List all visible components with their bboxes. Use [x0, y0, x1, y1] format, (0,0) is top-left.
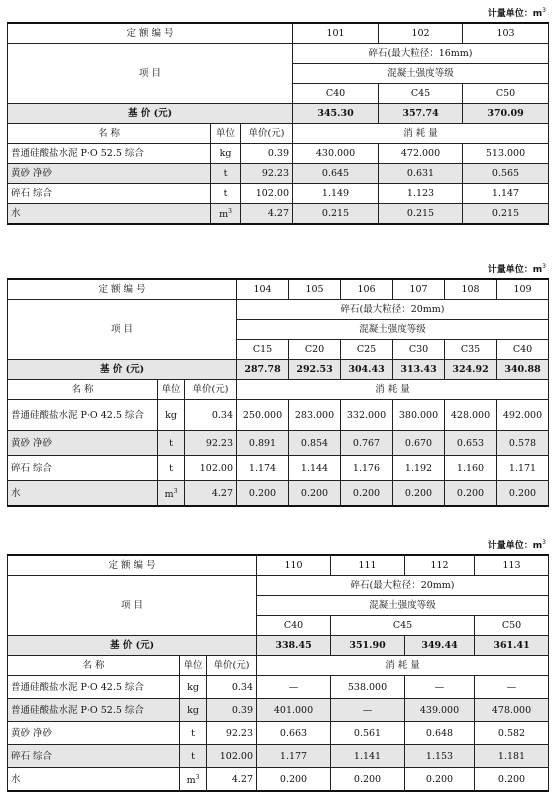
base-price: 324.92 [445, 360, 497, 380]
grade-label: 混凝土强度等级 [237, 320, 549, 340]
quota-table-2 [7, 278, 549, 507]
consume-cell: 439.000 [405, 699, 475, 722]
col-name-header: 名 称 [8, 380, 158, 400]
consume-cell: 1.181 [475, 745, 549, 768]
consume-cell: 1.174 [237, 456, 289, 481]
consume-cell: 0.561 [331, 722, 405, 745]
code-cell: 112 [405, 555, 475, 576]
base-price: 345.30 [293, 104, 379, 124]
material-name: 黄砂 净砂 [8, 431, 158, 456]
consume-cell: 0.215 [463, 204, 549, 225]
consume-cell: — [475, 676, 549, 699]
material-name: 普通硅酸盐水泥 P·O 42.5 综合 [8, 676, 180, 699]
material-price: 102.00 [207, 745, 257, 768]
base-price-label: 基 价 (元) [8, 636, 257, 656]
grade-cell: C40 [497, 340, 549, 360]
material-unit: t [180, 745, 207, 768]
base-price-label: 基 价 (元) [8, 104, 293, 124]
col-consume-header: 消 耗 量 [293, 124, 549, 144]
material-unit: $m^3$ [158, 481, 185, 507]
code-cell: 105 [289, 279, 341, 300]
col-price-header: 单价(元) [185, 380, 237, 400]
consume-cell: 1.123 [379, 184, 463, 204]
grade-cell: C35 [445, 340, 497, 360]
consume-cell: 1.144 [289, 456, 341, 481]
material-unit: kg [158, 400, 185, 431]
material-price: 92.23 [241, 164, 293, 184]
consume-cell: 0.200 [331, 768, 405, 792]
material-price: 0.39 [207, 699, 257, 722]
stone-spec: 碎石(最大粒径：20mm) [257, 576, 549, 596]
base-price: 313.43 [393, 360, 445, 380]
material-unit: t [158, 431, 185, 456]
stone-spec: 碎石(最大粒径：16mm) [293, 44, 549, 64]
material-price: 92.23 [207, 722, 257, 745]
code-cell: 106 [341, 279, 393, 300]
consume-cell: 0.215 [293, 204, 379, 225]
base-price-label: 基 价 (元) [8, 360, 237, 380]
grade-cell: C50 [463, 84, 549, 104]
material-name: 碎石 综合 [8, 745, 180, 768]
consume-cell: 380.000 [393, 400, 445, 431]
consume-cell: 1.192 [393, 456, 445, 481]
code-cell: 111 [331, 555, 405, 576]
consume-cell: 472.000 [379, 144, 463, 164]
col-price-header: 单价(元) [241, 124, 293, 144]
code-cell: 108 [445, 279, 497, 300]
consume-cell: 0.670 [393, 431, 445, 456]
table-row [8, 768, 549, 792]
grade-cell: C45 [331, 616, 475, 636]
consume-cell: 0.653 [445, 431, 497, 456]
material-price: 102.00 [185, 456, 237, 481]
item-label: 项 目 [8, 576, 257, 636]
base-price: 292.53 [289, 360, 341, 380]
item-label: 项 目 [8, 300, 237, 360]
table-row [8, 400, 549, 431]
item-label: 项 目 [8, 44, 293, 104]
base-price: 351.90 [331, 636, 405, 656]
consume-cell: 1.141 [331, 745, 405, 768]
consume-cell: 0.200 [445, 481, 497, 507]
consume-cell: 430.000 [293, 144, 379, 164]
material-name: 水 [8, 481, 158, 507]
consume-cell: 1.176 [341, 456, 393, 481]
grade-cell: C45 [379, 84, 463, 104]
code-cell: 107 [393, 279, 445, 300]
material-unit: $m^3$ [180, 768, 207, 792]
col-name-header: 名 称 [8, 656, 180, 676]
base-price: 370.09 [463, 104, 549, 124]
code-cell: 109 [497, 279, 549, 300]
table-row [8, 481, 549, 507]
consume-cell: 0.645 [293, 164, 379, 184]
code-label: 定 额 编 号 [8, 555, 257, 576]
grade-cell: C40 [257, 616, 331, 636]
consume-cell: 0.200 [497, 481, 549, 507]
code-cell: 110 [257, 555, 331, 576]
consume-cell: — [405, 676, 475, 699]
base-price: 304.43 [341, 360, 393, 380]
table-row [8, 144, 549, 164]
material-price: 0.34 [207, 676, 257, 699]
consume-cell: 513.000 [463, 144, 549, 164]
code-cell: 113 [475, 555, 549, 576]
consume-cell: 0.215 [379, 204, 463, 225]
consume-cell: 0.648 [405, 722, 475, 745]
material-name: 普通硅酸盐水泥 P·O 52.5 综合 [8, 144, 211, 164]
grade-cell: C40 [293, 84, 379, 104]
base-price: 349.44 [405, 636, 475, 656]
col-unit-header: 单位 [211, 124, 241, 144]
base-price: 361.41 [475, 636, 549, 656]
material-unit: t [180, 722, 207, 745]
material-unit: kg [211, 144, 241, 164]
consume-cell: 428.000 [445, 400, 497, 431]
material-name: 黄砂 净砂 [8, 164, 211, 184]
code-cell: 103 [463, 23, 549, 44]
consume-cell: 0.200 [237, 481, 289, 507]
consume-cell: 1.149 [293, 184, 379, 204]
grade-cell: C25 [341, 340, 393, 360]
code-label: 定 额 编 号 [8, 23, 293, 44]
quota-table-1 [7, 22, 549, 225]
material-name: 碎石 综合 [8, 456, 158, 481]
grade-cell: C15 [237, 340, 289, 360]
col-consume-header: 消 耗 量 [237, 380, 549, 400]
code-cell: 102 [379, 23, 463, 44]
consume-cell: 0.565 [463, 164, 549, 184]
code-cell: 104 [237, 279, 289, 300]
consume-cell: 492.000 [497, 400, 549, 431]
grade-cell: C50 [475, 616, 549, 636]
consume-cell: — [257, 676, 331, 699]
quota-table-3 [7, 554, 549, 792]
consume-cell: 0.631 [379, 164, 463, 184]
consume-cell: 283.000 [289, 400, 341, 431]
material-price: 4.27 [241, 204, 293, 225]
table-row [8, 722, 549, 745]
consume-cell: 0.200 [405, 768, 475, 792]
consume-cell: 332.000 [341, 400, 393, 431]
consume-cell: 0.200 [475, 768, 549, 792]
code-label: 定 额 编 号 [8, 279, 237, 300]
consume-cell: 1.147 [463, 184, 549, 204]
table-row [8, 164, 549, 184]
material-unit: kg [180, 676, 207, 699]
grade-cell: C30 [393, 340, 445, 360]
material-price: 92.23 [185, 431, 237, 456]
material-price: 0.39 [241, 144, 293, 164]
base-price: 340.88 [497, 360, 549, 380]
consume-cell: 0.200 [341, 481, 393, 507]
consume-cell: 0.200 [289, 481, 341, 507]
consume-cell: 1.153 [405, 745, 475, 768]
col-unit-header: 单位 [180, 656, 207, 676]
consume-cell: 401.000 [257, 699, 331, 722]
unit-label-2: 计量单位：$m^3$ [487, 263, 546, 275]
consume-cell: 0.767 [341, 431, 393, 456]
base-price: 338.45 [257, 636, 331, 656]
code-cell: 101 [293, 23, 379, 44]
consume-cell: 0.200 [257, 768, 331, 792]
material-unit: t [211, 164, 241, 184]
consume-cell: 538.000 [331, 676, 405, 699]
material-name: 水 [8, 204, 211, 225]
table-row [8, 699, 549, 722]
consume-cell: 1.160 [445, 456, 497, 481]
consume-cell: 478.000 [475, 699, 549, 722]
grade-label: 混凝土强度等级 [293, 64, 549, 84]
col-unit-header: 单位 [158, 380, 185, 400]
consume-cell: 0.891 [237, 431, 289, 456]
consume-cell: 0.578 [497, 431, 549, 456]
table-row [8, 456, 549, 481]
material-name: 碎石 综合 [8, 184, 211, 204]
consume-cell: 1.177 [257, 745, 331, 768]
table-row [8, 204, 549, 225]
base-price: 357.74 [379, 104, 463, 124]
consume-cell: 0.200 [393, 481, 445, 507]
consume-cell: 0.582 [475, 722, 549, 745]
material-unit: t [211, 184, 241, 204]
material-name: 黄砂 净砂 [8, 722, 180, 745]
consume-cell: 1.171 [497, 456, 549, 481]
material-name: 普通硅酸盐水泥 P·O 42.5 综合 [8, 400, 158, 431]
table-row [8, 745, 549, 768]
unit-label-3: 计量单位：$m^3$ [487, 539, 546, 551]
material-price: 102.00 [241, 184, 293, 204]
material-name: 水 [8, 768, 180, 792]
consume-cell: 0.854 [289, 431, 341, 456]
table-row [8, 676, 549, 699]
col-consume-header: 消 耗 量 [257, 656, 549, 676]
consume-cell: — [331, 699, 405, 722]
col-name-header: 名 称 [8, 124, 211, 144]
material-unit: t [158, 456, 185, 481]
col-price-header: 单价(元) [207, 656, 257, 676]
base-price: 287.78 [237, 360, 289, 380]
consume-cell: 250.000 [237, 400, 289, 431]
consume-cell: 0.663 [257, 722, 331, 745]
material-name: 普通硅酸盐水泥 P·O 52.5 综合 [8, 699, 180, 722]
material-unit: kg [180, 699, 207, 722]
grade-cell: C20 [289, 340, 341, 360]
material-price: 4.27 [207, 768, 257, 792]
unit-label-1: 计量单位：$m^3$ [487, 7, 546, 19]
material-price: 4.27 [185, 481, 237, 507]
material-price: 0.34 [185, 400, 237, 431]
stone-spec: 碎石(最大粒径：20mm) [237, 300, 549, 320]
table-row [8, 431, 549, 456]
material-unit: $m^3$ [211, 204, 241, 225]
table-row [8, 184, 549, 204]
grade-label: 混凝土强度等级 [257, 596, 549, 616]
